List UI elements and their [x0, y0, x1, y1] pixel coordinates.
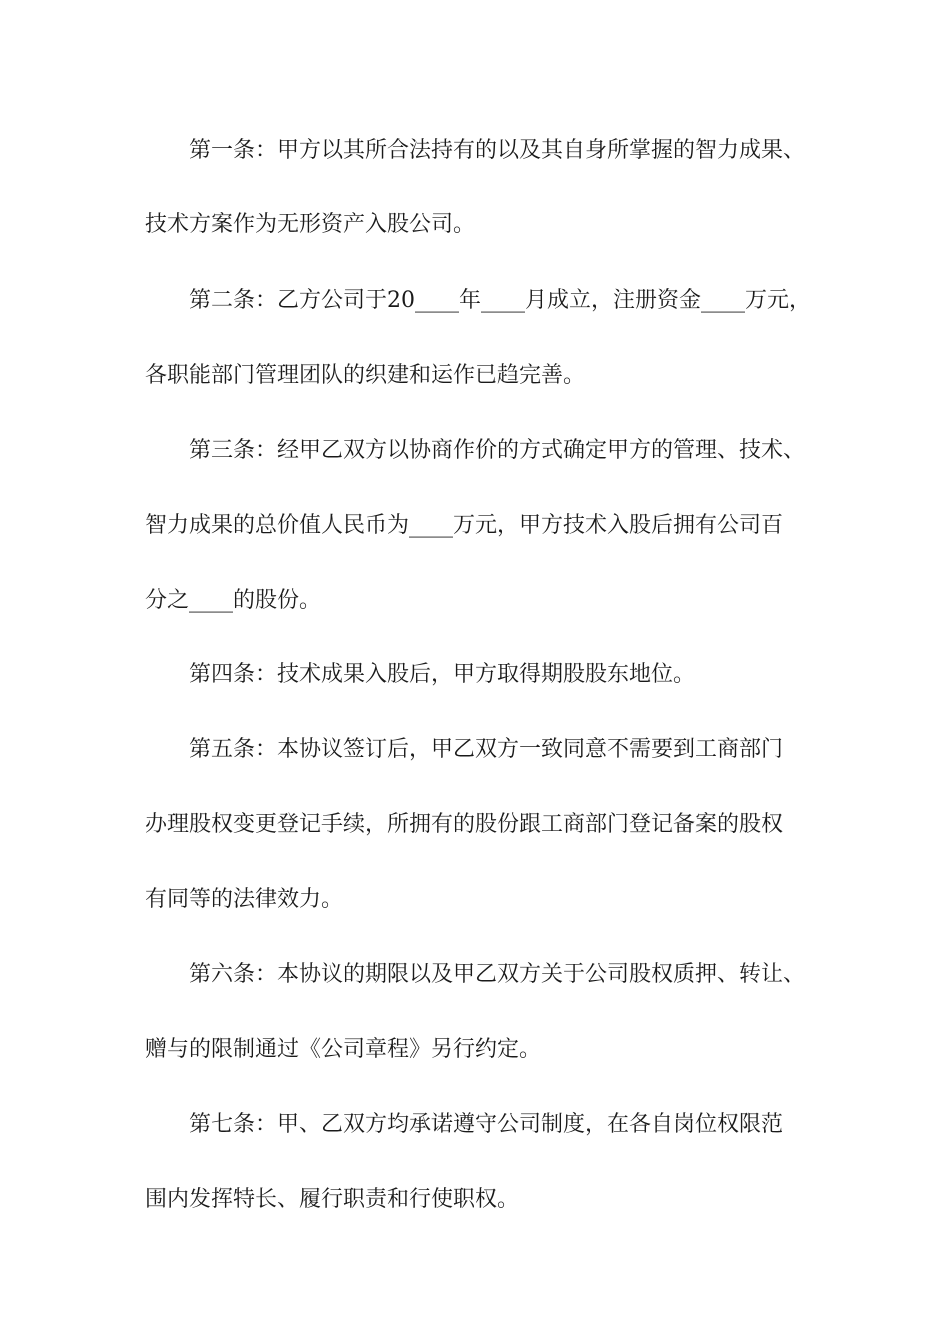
article-3-line-3: 分之____的股份。	[145, 588, 322, 613]
article-3-line-2: 智力成果的总价值人民币为____万元，甲方技术入股后拥有公司百	[145, 513, 784, 538]
article-3-line-1: 第三条：经甲乙双方以协商作价的方式确定甲方的管理、技术、	[189, 438, 806, 463]
article-7-line-1: 第七条：甲、乙双方均承诺遵守公司制度，在各自岗位权限范	[189, 1112, 784, 1137]
article-5-line-3: 有同等的法律效力。	[145, 887, 344, 912]
article-1-line-2: 技术方案作为无形资产入股公司。	[145, 212, 476, 237]
article-6-line-1: 第六条：本协议的期限以及甲乙双方关于公司股权质押、转让、	[189, 962, 806, 987]
article-7-line-2: 围内发挥特长、履行职责和行使职权。	[145, 1187, 520, 1212]
article-2-line-1: 第二条：乙方公司于20____年____月成立，注册资金____万元，	[189, 288, 811, 313]
article-5-line-1: 第五条：本协议签订后，甲乙双方一致同意不需要到工商部门	[189, 737, 784, 762]
article-6-line-2: 赠与的限制通过《公司章程》另行约定。	[145, 1037, 542, 1062]
article-4-line-1: 第四条：技术成果入股后，甲方取得期股股东地位。	[189, 662, 696, 687]
article-2-line-2: 各职能部门管理团队的织建和运作已趋完善。	[145, 363, 586, 388]
article-1-line-1: 第一条：甲方以其所合法持有的以及其自身所掌握的智力成果、	[189, 138, 806, 163]
article-5-line-2: 办理股权变更登记手续，所拥有的股份跟工商部门登记备案的股权	[145, 812, 784, 837]
